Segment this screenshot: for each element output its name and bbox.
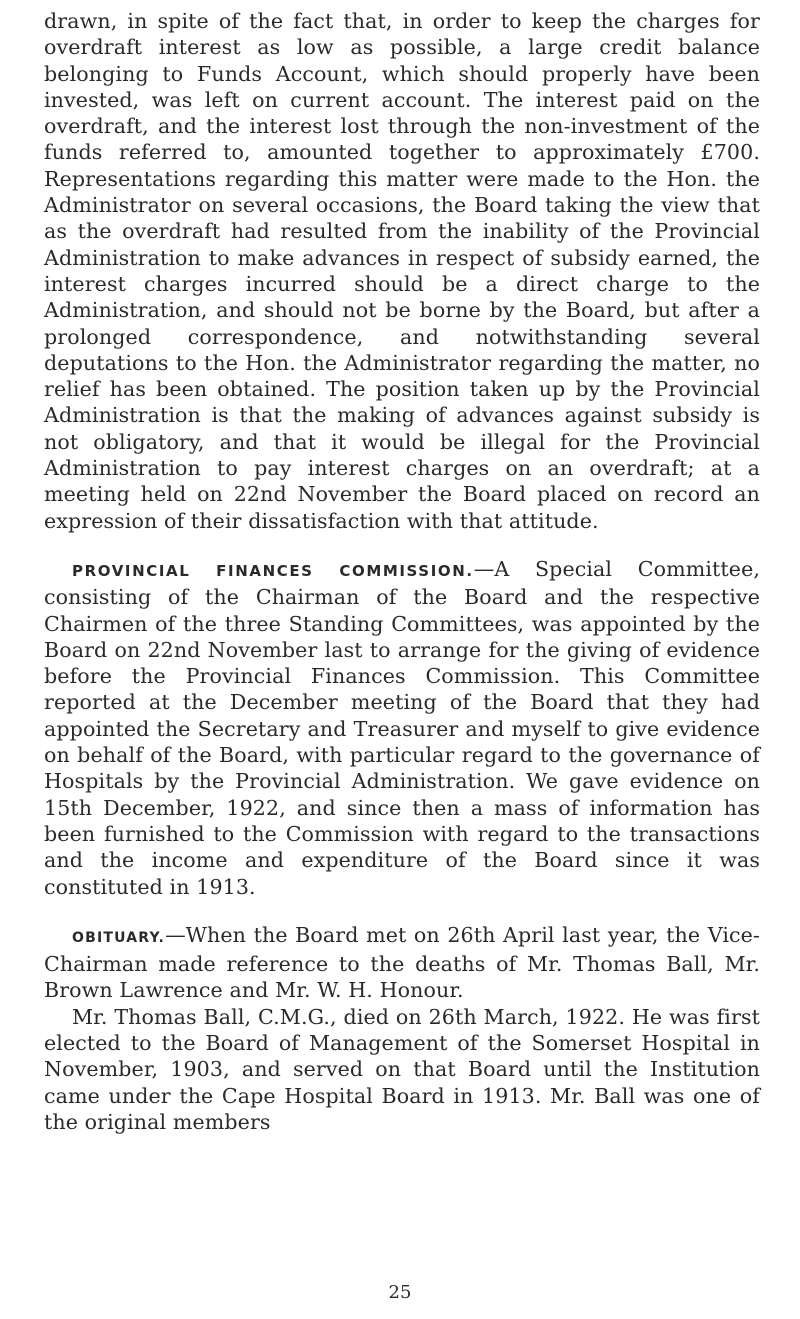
overdraft-interest-text: drawn, in spite of the fact that, in order to keep the charges for overdraft interest as low as possible, a large credit balance belonging to Funds Account, which should properly have been invested, was left on current account. The interest paid on the overdraft, and the interest lost through the non-investment of the funds referred to, amounted together to approximately £700. Representations regarding this matter were made to the Hon. the Administrator on several occasions, the Board taking the view that as the overdraft had resulted from the inability of the Provincial Administration to make advances in respect of subsidy earned, the interest charges incurred should be a direct charge to the Administration, and should not be borne by the Board, but after a prolonged correspondence, and notwithstanding several deputations to the Hon. the Administrator regarding the matter, no relief has been obtained. The position taken up by the Provincial Administration is that the making of advances against subsidy is not obligatory, and that it would be illegal for the Provincial Administration to pay interest charges on an overdraft; at a meeting held on 22nd November the Board placed on record an expression of their dissatisfaction with that attitude. xyxy=(44,9,760,533)
thomas-ball-text: Mr. Thomas Ball, C.M.G., died on 26th March, 1922. He was first elected to the Board of Management of the Somerset Hospital in November, 1903, and served on that Board until the Institution came under the Cape Hospital Board in 1913. Mr. Ball was one of the original members xyxy=(44,1004,760,1134)
thomas-ball-paragraph xyxy=(44,1004,760,1135)
page-number: 25 xyxy=(388,1282,412,1303)
overdraft-interest-paragraph xyxy=(44,8,760,534)
obituary-text: —When the Board met on 26th April last year, the Vice-Chairman made reference to the deaths of Mr. Thomas Ball, Mr. Brown Lawrence and Mr. W. H. Honour. xyxy=(44,922,760,1003)
document-page xyxy=(44,8,760,1135)
obituary-heading: OBITUARY. xyxy=(72,929,166,946)
provincial-finances-paragraph xyxy=(44,556,760,900)
obituary-paragraph xyxy=(44,922,760,1004)
provincial-finances-heading: PROVINCIAL FINANCES COMMISSION. xyxy=(72,561,474,580)
provincial-finances-text: —A Special Committee, consisting of the Chairman of the Board and the respective Chairmen of the three Standing Committees, was appointed by the Board on 22nd November last to arrange for the giving of evidence before the Provincial Finances Commission. This Committee reported at the December meeting of the Board that they had appointed the Secretary and Treasurer and myself to give evidence on behalf of the Board, with particular regard to the governance of Hospitals by the Provincial Administration. We gave evidence on 15th December, 1922, and since then a mass of information has been furnished to the Commission with regard to the transactions and the income and expenditure of the Board since it was constituted in 1913. xyxy=(44,556,760,899)
